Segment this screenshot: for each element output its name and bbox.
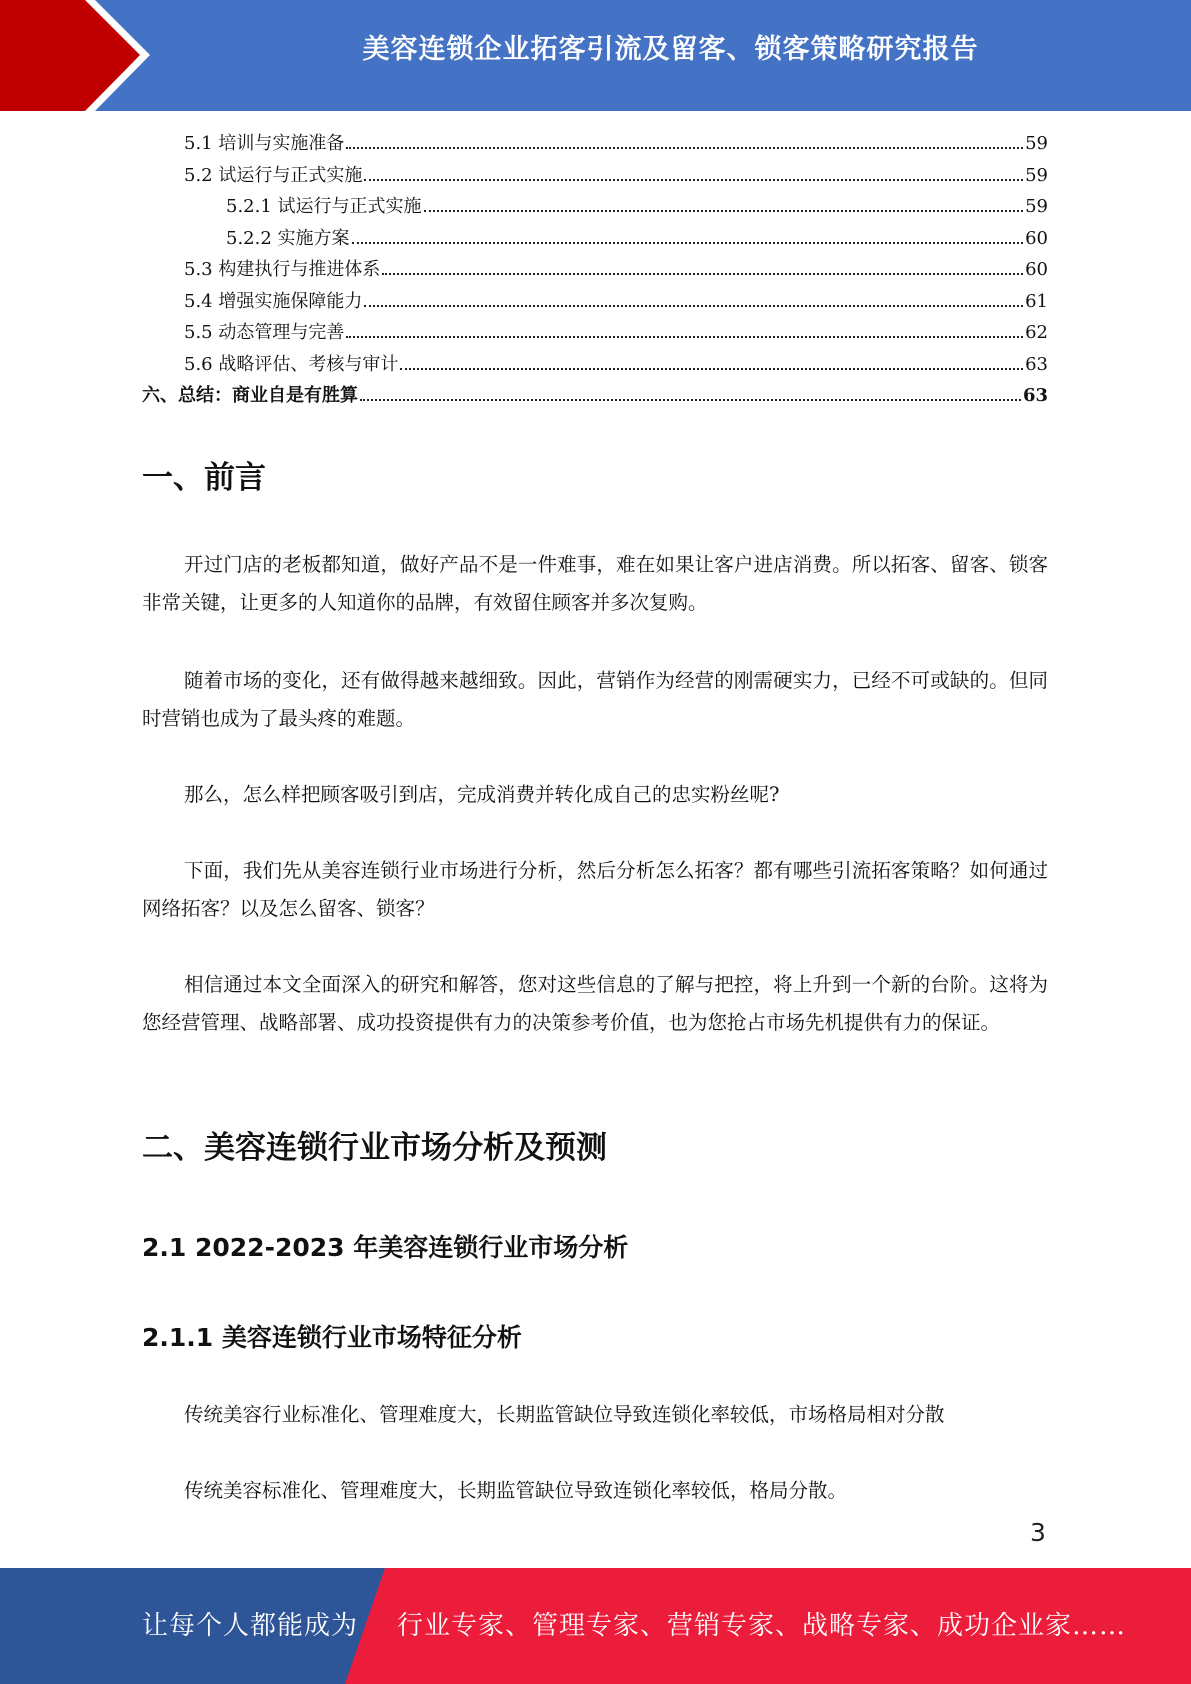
toc-entry-title: 5.1 培训与实施准备 <box>184 133 345 154</box>
toc-leader <box>346 147 1023 149</box>
toc-entry-page: 62 <box>1025 322 1048 343</box>
toc-leader <box>346 336 1023 338</box>
toc-entry[interactable] <box>142 128 1048 160</box>
toc-entry-title: 5.3 构建执行与推进体系 <box>184 259 381 280</box>
toc-entry[interactable] <box>142 317 1048 349</box>
page-number: 3 <box>1030 1518 1046 1547</box>
toc-entry[interactable] <box>142 223 1048 255</box>
toc-leader <box>360 399 1021 401</box>
section-heading: 一、前言 <box>142 460 266 496</box>
body-paragraph: 下面，我们先从美容连锁行业市场进行分析，然后分析怎么拓客？都有哪些引流拓客策略？如何通过网络拓客？以及怎么留客、锁客？ <box>142 859 1048 920</box>
page-header <box>0 0 1191 111</box>
toc-leader <box>424 210 1024 212</box>
toc-entry-title: 5.6 战略评估、考核与审计 <box>184 353 399 375</box>
body-paragraph: 相信通过本文全面深入的研究和解答，您对这些信息的了解与把控，将上升到一个新的台阶。这将为您经营管理、战略部署、成功投资提供有力的决策参考价值，也为您抢占市场先机提供有力的保证。 <box>142 973 1048 1034</box>
toc-entry-page: 59 <box>1025 164 1048 186</box>
toc-entry[interactable] <box>142 191 1048 223</box>
subsection-heading: 2.1.1 美容连锁行业市场特征分析 <box>142 1323 522 1352</box>
body-paragraph: 开过门店的老板都知道，做好产品不是一件难事，难在如果让客户进店消费。所以拓客、留客、锁客非常关键，让更多的人知道你的品牌，有效留住顾客并多次复购。 <box>142 553 1048 614</box>
toc-entry[interactable] <box>142 286 1048 318</box>
toc-entry[interactable] <box>142 380 1048 412</box>
body-paragraph: 传统美容行业标准化、管理难度大，长期监管缺位导致连锁化率较低，市场格局相对分散 <box>184 1403 945 1426</box>
footer-slogan-left: 让每个人都能成为 <box>142 1611 359 1641</box>
toc-entry-page: 60 <box>1025 259 1048 280</box>
body-paragraph: 随着市场的变化，还有做得越来越细致。因此，营销作为经营的刚需硬实力，已经不可或缺的。但同时营销也成为了最头疼的难题。 <box>142 669 1048 730</box>
toc-leader <box>382 273 1023 275</box>
subsection-heading: 2.1 2022-2023 年美容连锁行业市场分析 <box>142 1233 629 1262</box>
toc-entry-page: 61 <box>1025 290 1048 312</box>
toc-entry-page: 59 <box>1025 196 1048 217</box>
toc-entry[interactable] <box>142 160 1048 192</box>
toc-entry-title: 5.2 试运行与正式实施 <box>184 164 363 186</box>
body-paragraph: 那么，怎么样把顾客吸引到店，完成消费并转化成自己的忠实粉丝呢? <box>184 783 780 806</box>
toc-entry-title: 5.5 动态管理与完善 <box>184 322 345 343</box>
toc-leader <box>364 179 1023 181</box>
body-paragraph: 传统美容标准化、管理难度大，长期监管缺位导致连锁化率较低，格局分散。 <box>184 1479 848 1502</box>
toc-entry[interactable] <box>142 254 1048 286</box>
table-of-contents <box>142 128 1048 412</box>
toc-entry[interactable] <box>142 349 1048 381</box>
toc-entry-page: 63 <box>1025 353 1048 375</box>
document-title: 美容连锁企业拓客引流及留客、锁客策略研究报告 <box>362 34 979 65</box>
toc-entry-title: 5.2.2 实施方案 <box>226 227 350 249</box>
footer-slogan-right: 行业专家、管理专家、营销专家、战略专家、成功企业家…… <box>397 1611 1127 1641</box>
toc-entry-title: 5.2.1 试运行与正式实施 <box>226 196 422 217</box>
toc-leader <box>364 305 1023 307</box>
toc-entry-page: 59 <box>1025 133 1048 154</box>
toc-entry-page: 63 <box>1022 385 1048 406</box>
section-heading: 二、美容连锁行业市场分析及预测 <box>142 1130 607 1166</box>
toc-entry-title: 5.4 增强实施保障能力 <box>184 290 363 312</box>
toc-leader <box>400 368 1023 370</box>
toc-entry-page: 60 <box>1025 227 1048 249</box>
toc-entry-title: 六、总结：商业自是有胜算 <box>142 385 358 406</box>
page-footer <box>0 1568 1191 1684</box>
toc-leader <box>352 242 1024 244</box>
